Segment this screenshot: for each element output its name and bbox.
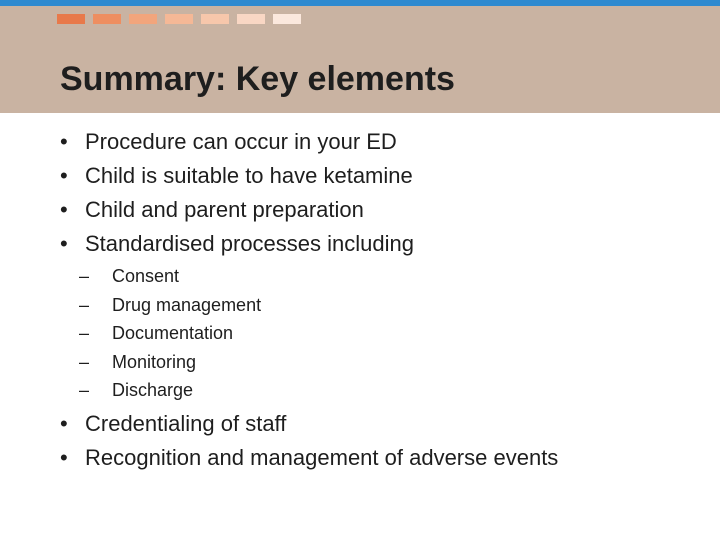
dash-glyph: – — [79, 380, 90, 401]
dash-glyph: – — [79, 294, 90, 315]
bullet-item — [60, 227, 414, 261]
color-swatch — [165, 14, 193, 24]
dash-glyph: – — [79, 351, 90, 372]
bullet-list-top — [60, 125, 414, 261]
sub-bullet-text: Drug management — [112, 294, 262, 315]
color-swatch — [237, 14, 265, 24]
bullet-list-bottom — [60, 407, 558, 475]
title-band — [0, 6, 720, 113]
bullet-glyph: • — [60, 163, 68, 188]
sub-bullet-text: Discharge — [112, 380, 194, 401]
color-swatch — [129, 14, 157, 24]
bullet-glyph: • — [60, 445, 68, 470]
bullet-glyph: • — [60, 129, 68, 154]
sub-bullet-text: Monitoring — [112, 351, 197, 372]
color-swatch — [273, 14, 301, 24]
sub-bullet-list — [79, 262, 261, 405]
color-swatch — [93, 14, 121, 24]
bullet-text: Credentialing of staff — [85, 411, 287, 436]
dash-glyph: – — [79, 266, 90, 286]
bullet-item — [60, 159, 414, 193]
bullet-item — [60, 125, 414, 159]
sub-bullet-item — [79, 348, 261, 377]
slide-title: Summary: Key elements — [60, 60, 455, 98]
sub-bullet-item — [79, 291, 261, 320]
bullet-text: Child is suitable to have ketamine — [85, 163, 413, 188]
color-swatch — [201, 14, 229, 24]
bullet-item — [60, 193, 414, 227]
dash-glyph: – — [79, 323, 90, 344]
sub-bullet-text: Documentation — [112, 323, 234, 344]
bullet-text: Standardised processes including — [85, 231, 414, 256]
color-swatch — [57, 14, 85, 24]
sub-bullet-item — [79, 262, 261, 291]
bullet-item — [60, 407, 558, 441]
bullet-text: Recognition and management of adverse events — [85, 445, 559, 470]
bullet-text: Child and parent preparation — [85, 197, 364, 222]
bullet-glyph: • — [60, 411, 68, 436]
sub-bullet-item — [79, 376, 261, 405]
bullet-glyph: • — [60, 231, 68, 256]
sub-bullet-item — [79, 319, 261, 348]
bullet-glyph: • — [60, 197, 68, 222]
sub-bullet-text: Consent — [112, 266, 180, 286]
bullet-text: Procedure can occur in your ED — [85, 129, 397, 154]
color-swatch-strip — [57, 14, 301, 24]
bullet-item — [60, 441, 558, 475]
